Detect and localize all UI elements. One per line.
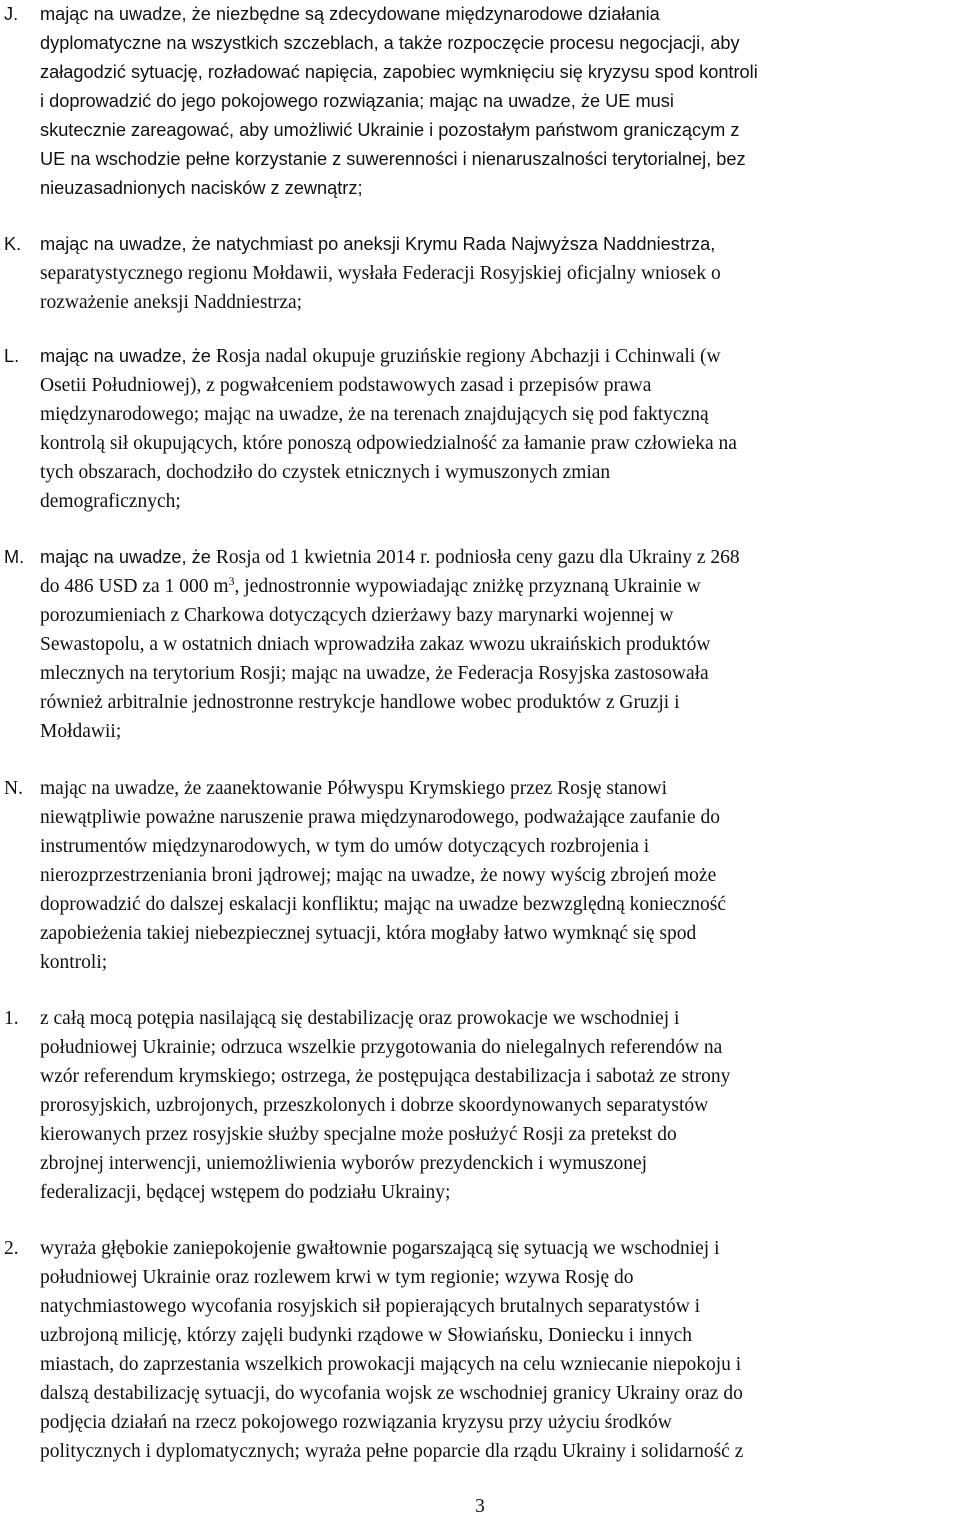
text-line: i doprowadzić do jego pokojowego rozwiązania; mając na uwadze, że UE musi (40, 91, 674, 111)
text-line: międzynarodowego; mając na uwadze, że na terenach znajdujących się pod faktyczną (40, 404, 709, 425)
text-line: tych obszarach, dochodziło do czystek etnicznych i wymuszonych zmian (40, 462, 611, 483)
paragraph-text (40, 0, 952, 203)
text-line: dalszą destabilizację sytuacji, do wycofania wojsk ze wschodniej granicy Ukrainy oraz do (40, 1383, 743, 1404)
text-line: podjęcia działań na rzecz pokojowego rozwiązania kryzysu przy użyciu środków (40, 1412, 672, 1433)
text-line: natychmiastowego wycofania rosyjskich sił popierających brutalnych separatystów i (40, 1296, 701, 1317)
text-line-lead: mając na uwadze, że natychmiast po aneksji Krymu Rada Najwyższa Naddniestrza, (40, 234, 716, 254)
text-line-rest: Rosja od 1 kwietnia 2014 r. podniosła ceny gazu dla Ukrainy z 268 (215, 547, 740, 568)
text-line: wzór referendum krymskiego; ostrzega, że postępująca destabilizacja i sabotaż ze strony (40, 1066, 731, 1087)
text-line: Osetii Południowej), z pogwałceniem podstawowych zasad i przepisów prawa (40, 375, 652, 396)
text-line (40, 342, 952, 371)
text-line: południowej Ukrainie oraz rozlewem krwi w tym regionie; wzywa Rosję do (40, 1267, 634, 1288)
text-line-start: do 486 USD za 1 000 m (40, 576, 229, 597)
text-line: instrumentów międzynarodowych, w tym do umów dotyczących rozbrojenia i (40, 836, 650, 857)
paragraph-m (0, 543, 952, 746)
text-line: nieuzasadnionych nacisków z zewnątrz; (40, 178, 363, 198)
text-line: prorosyjskich, uzbrojonych, przeszkolonych i dobrze skoordynowanych separatystów (40, 1095, 709, 1116)
text-line: mając na uwadze, że niezbędne są zdecydowane międzynarodowe działania (40, 4, 660, 24)
paragraph-text (40, 1004, 952, 1207)
paragraph-text (40, 774, 952, 977)
text-line: załagodzić sytuację, rozładować napięcia, zapobiec wymknięciu się kryzysu spod kontroli (40, 62, 758, 82)
text-line: niewątpliwie poważne naruszenie prawa międzynarodowego, podważające zaufanie do (40, 807, 721, 828)
text-line (40, 543, 952, 572)
text-line: porozumieniach z Charkowa dotyczących dzierżawy bazy marynarki wojennej w (40, 605, 674, 626)
text-line: skutecznie zareagować, aby umożliwić Ukrainie i pozostałym państwom graniczącym z (40, 120, 740, 140)
text-line: UE na wschodzie pełne korzystanie z suwerenności i nienaruszalności terytorialnej, bez (40, 149, 746, 169)
paragraph-marker: M. (4, 547, 25, 567)
page-number: 3 (475, 1496, 485, 1517)
text-line: uzbrojoną milicję, którzy zajęli budynki rządowe w Słowiańsku, Doniecku i innych (40, 1325, 693, 1346)
text-line: zapobieżenia takiej niebezpiecznej sytuacji, która mogłaby łatwo wymknąć się spod (40, 923, 697, 944)
text-line: mlecznych na terytorium Rosji; mając na uwadze, że Federacja Rosyjska zastosowała (40, 663, 709, 684)
text-line: politycznych i dyplomatycznych; wyraża pełne poparcie dla rządu Ukrainy i solidarność z (40, 1441, 744, 1462)
paragraph-1 (0, 1004, 952, 1207)
text-line: demograficznych; (40, 491, 181, 512)
text-line: zbrojnej interwencji, uniemożliwienia wyborów prezydenckich i wymuszonej (40, 1153, 648, 1174)
paragraph-marker: J. (4, 4, 19, 24)
text-line: również arbitralnie jednostronne restrykcje handlowe wobec produktów z Gruzji i (40, 692, 680, 713)
paragraph-text (40, 1234, 952, 1466)
paragraph-n (0, 774, 952, 977)
text-line (40, 572, 952, 601)
paragraph-text (40, 230, 952, 317)
text-line: wyraża głębokie zaniepokojenie gwałtownie pogarszającą się sytuacją we wschodniej i (40, 1238, 720, 1259)
superscript: 3 (228, 574, 235, 588)
paragraph-marker: N. (4, 778, 23, 799)
text-line: federalizacji, będącej wstępem do podziału Ukrainy; (40, 1182, 451, 1203)
paragraph-marker: L. (4, 346, 20, 366)
paragraph-l (0, 342, 952, 516)
paragraph-text (40, 342, 952, 516)
text-line-end: , jednostronnie wypowiadając zniżkę przyznaną Ukrainie w (234, 576, 701, 597)
paragraph-j (0, 0, 952, 203)
paragraph-2 (0, 1234, 952, 1466)
text-line-lead: mając na uwadze, że (40, 346, 216, 366)
text-line: dyplomatyczne na wszystkich szczeblach, a także rozpoczęcie procesu negocjacji, aby (40, 33, 740, 53)
text-line: miastach, do zaprzestania wszelkich prowokacji mających na celu wzniecanie niepokoju i (40, 1354, 742, 1375)
text-line: południowej Ukrainie; odrzuca wszelkie przygotowania do nielegalnych referendów na (40, 1037, 723, 1058)
paragraph-marker: 1. (4, 1008, 19, 1029)
text-line: Mołdawii; (40, 721, 122, 742)
text-line: nierozprzestrzeniania broni jądrowej; mając na uwadze, że nowy wyścig zbrojeń może (40, 865, 717, 886)
text-line: doprowadzić do dalszej eskalacji konfliktu; mając na uwadze bezwzględną konieczność (40, 894, 727, 915)
text-line: z całą mocą potępia nasilającą się destabilizację oraz prowokacje we wschodniej i (40, 1008, 680, 1029)
paragraph-marker: 2. (4, 1238, 19, 1259)
text-line: mając na uwadze, że zaanektowanie Półwyspu Krymskiego przez Rosję stanowi (40, 778, 668, 799)
paragraph-marker: K. (4, 234, 22, 254)
text-line (40, 230, 952, 259)
text-line-rest: Rosja nadal okupuje gruzińskie regiony Abchazji i Cchinwali (w (215, 346, 721, 367)
text-line: separatystycznego regionu Mołdawii, wysłała Federacji Rosyjskiej oficjalny wniosek o (40, 263, 721, 284)
text-line: rozważenie aneksji Naddniestrza; (40, 292, 303, 313)
paragraph-text (40, 543, 952, 746)
text-line: kierowanych przez rosyjskie służby specjalne może posłużyć Rosji za pretekst do (40, 1124, 677, 1145)
text-line: kontroli; (40, 952, 108, 973)
paragraph-k (0, 230, 952, 317)
text-line-lead: mając na uwadze, że (40, 547, 216, 567)
text-line: kontrolą sił okupujących, które ponoszą odpowiedzialność za łamanie praw człowieka na (40, 433, 737, 454)
text-line: Sewastopolu, a w ostatnich dniach wprowadziła zakaz wwozu ukraińskich produktów (40, 634, 711, 655)
